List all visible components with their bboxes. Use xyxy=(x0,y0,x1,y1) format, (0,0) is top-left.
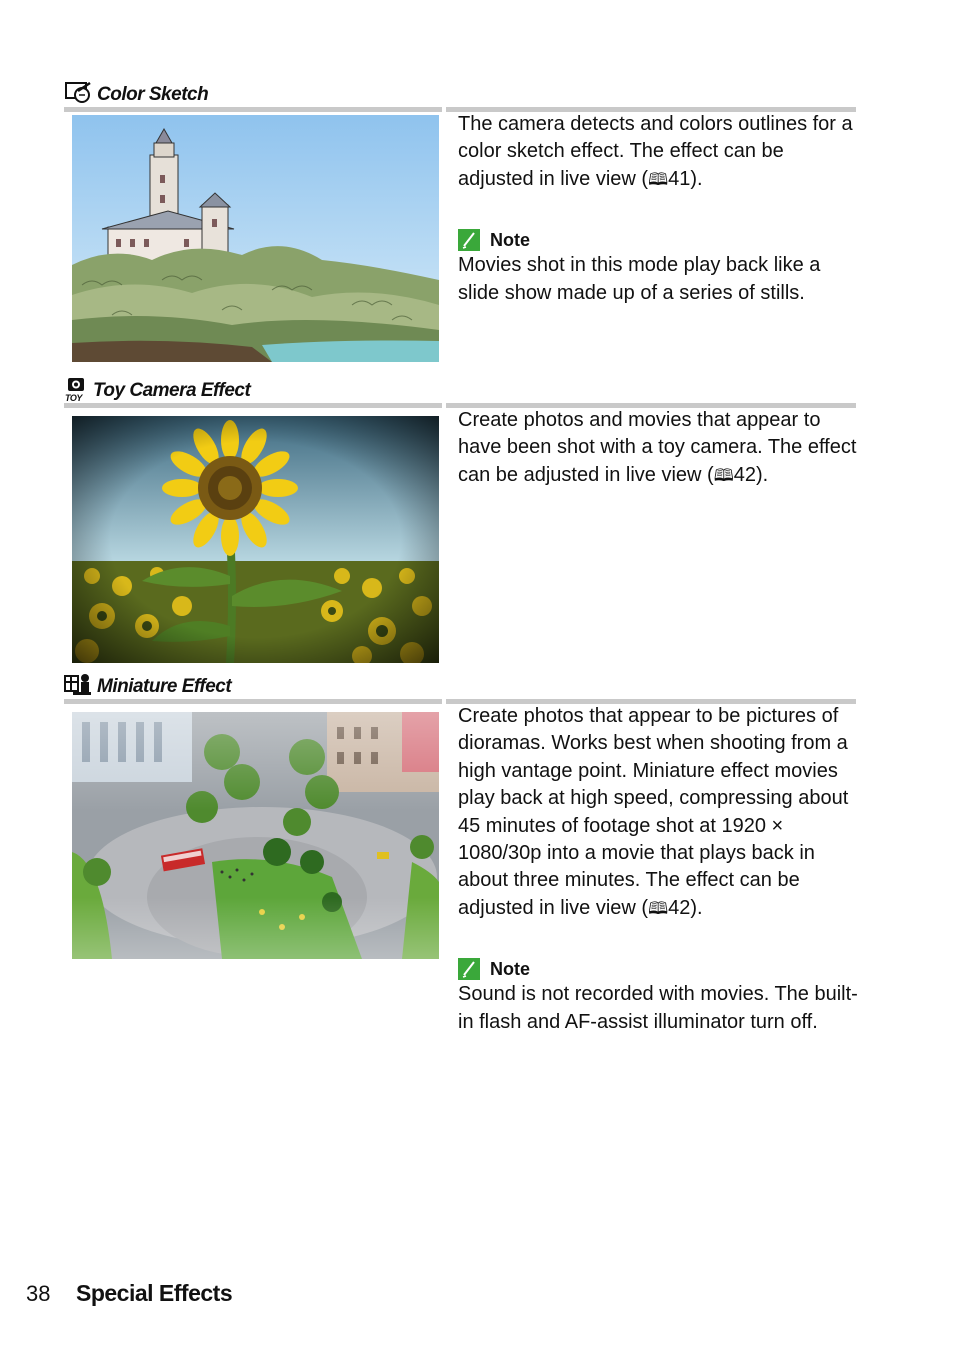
footer-section-title: Special Effects xyxy=(76,1280,233,1306)
color-sketch-icon xyxy=(64,80,94,106)
section-miniature xyxy=(64,668,858,1033)
section-header xyxy=(64,76,856,106)
svg-text:TOY: TOY xyxy=(65,393,82,402)
pencil-note-icon xyxy=(458,229,480,251)
note-heading: Note xyxy=(458,957,858,981)
section-header xyxy=(64,668,856,698)
section-text xyxy=(458,407,858,490)
miniature-effect-icon xyxy=(64,672,94,698)
note-heading: Note xyxy=(458,228,858,252)
section-description: The camera detects and colors outlines for a color sketch effect. The effect can be adjusted in live view (🕮41). xyxy=(458,113,853,190)
color-sketch-photo xyxy=(72,115,439,362)
section-description: Create photos that appear to be pictures of dioramas. Works best when shooting from a high vantage point. Miniature effect movies play back at high speed, compressing about 45 minutes of footage shot at 1920 × 1080/30p into a movie that plays back in about three minutes. The effect can be adjusted in live view (🕮42). xyxy=(458,705,849,919)
pencil-note-icon xyxy=(458,958,480,980)
section-text xyxy=(458,703,858,1036)
toy-camera-icon xyxy=(64,376,90,402)
page-number: 38 xyxy=(26,1281,51,1306)
section-description: Create photos and movies that appear to have been shot with a toy camera. The effect can be adjusted in live view (🕮42). xyxy=(458,409,857,486)
toy-camera-photo xyxy=(72,416,439,663)
note-text: Movies shot in this mode play back like a slide show made up of a series of stills. xyxy=(458,254,821,304)
book-reference-icon: 🕮 xyxy=(648,898,669,919)
miniature-photo xyxy=(72,712,439,959)
section-title: Miniature Effect xyxy=(64,672,231,698)
section-title: TOY Toy Camera Effect xyxy=(64,376,250,402)
section-toy-camera xyxy=(64,372,857,486)
section-text xyxy=(458,111,858,307)
note-text: Sound is not recorded with movies. The built-in flash and AF-assist illuminator turn off. xyxy=(458,983,858,1033)
section-title: Color Sketch xyxy=(64,80,208,106)
book-reference-icon: 🕮 xyxy=(648,169,669,190)
section-header xyxy=(64,372,856,402)
book-reference-icon: 🕮 xyxy=(713,465,734,486)
page-footer xyxy=(26,1280,232,1307)
section-color-sketch xyxy=(64,76,856,304)
